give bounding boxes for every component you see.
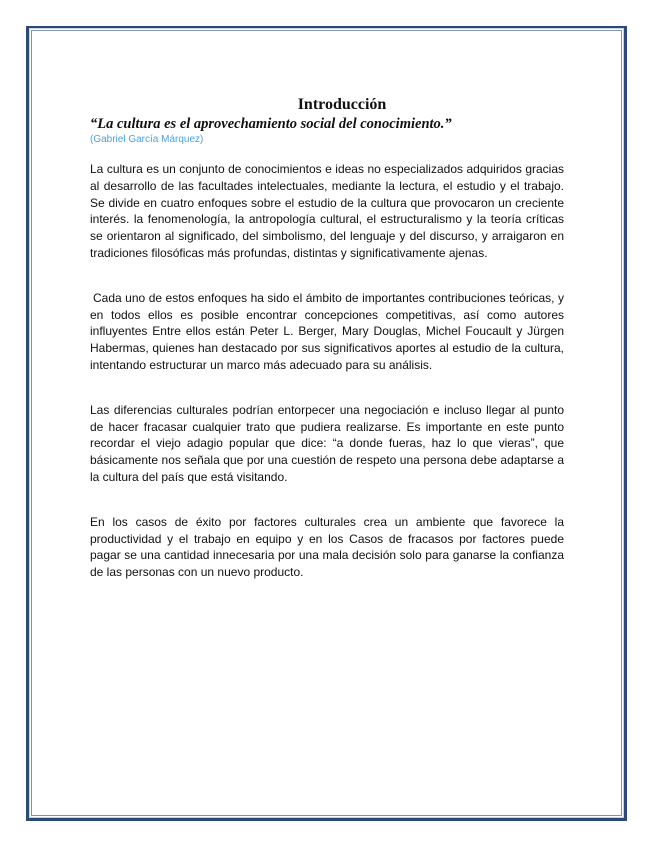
epigraph-author: (Gabriel García Márquez) xyxy=(90,134,204,145)
page-title: Introducción xyxy=(297,96,387,113)
epigraph-quote: “La cultura es el aprovechamiento social del conocimiento.” xyxy=(90,116,452,132)
paragraph: Cada uno de estos enfoques ha sido el ámbito de importantes contribuciones teóricas, y en todos ellos es posible encontrar concepciones competitivas, así como autores influyentes Entre ellos están Peter L. Berger, Mary Douglas, Michel Foucault y Jürgen Habermas, quienes han destacado por sus significativos aportes al estudio de la cultura, intentando estructurar un marco más adecuado para su análisis. xyxy=(90,290,564,372)
paragraph: La cultura es un conjunto de conocimientos e ideas no especializados adquiridos gracias al desarrollo de las facultades intelectuales, mediante la lectura, el estudio y el trabajo. Se divide en cuatro enfoques sobre el estudio de la cultura que provocaron un creciente interés. la fenomenología, la antropología cultural, el estructuralismo y la teoría críticas se orientaron al significado, del simbolismo, del lenguaje y del discurso, y arraigaron en tradiciones filosóficas más profundas, distintas y significativamente ajenas. xyxy=(90,162,564,260)
document-body xyxy=(90,96,564,581)
paragraph: En los casos de éxito por factores culturales crea un ambiente que favorece la productividad y el trabajo en equipo y en los Casos de fracasos por factores puede pagar se una cantidad innecesaria por una mala decisión solo para ganarse la confianza de las personas con un nuevo producto. xyxy=(90,514,564,580)
paragraph: Las diferencias culturales podrían entorpecer una negociación e incluso llegar al punto de hacer fracasar cualquier trato que pudiera realizarse. Es importante en este punto recordar el viejo adagio popular que dice: “a donde fueras, haz lo que vieras”, que básicamente nos señala que por una cuestión de respeto una persona debe adaptarse a la cultura del país que está visitando. xyxy=(90,402,564,484)
